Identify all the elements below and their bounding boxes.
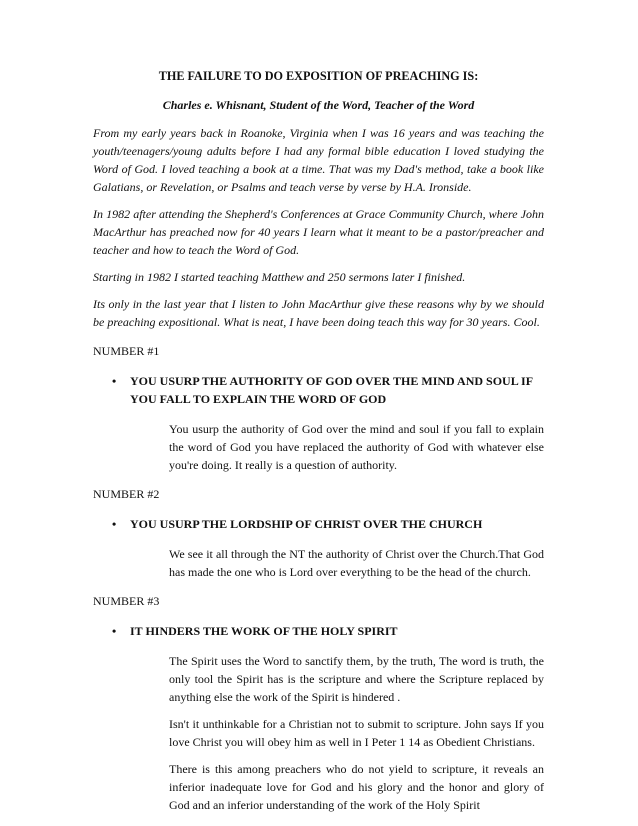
section-3 xyxy=(93,593,544,814)
section-paragraph: There is this among preachers who do not yield to scripture, it reveals an inferior inadequate love for God and his glory and the honor and glory of God and an inferior understanding of the work of the Holy Spirit xyxy=(169,762,544,812)
section-paragraph: Isn't it unthinkable for a Christian not to submit to scripture. John says If you love Christ you will obey him as well in I Peter 1 14 as Obedient Christians. xyxy=(169,717,544,749)
document-title: THE FAILURE TO DO EXPOSITION OF PREACHING IS: xyxy=(158,69,479,83)
bullet-icon: • xyxy=(112,517,117,531)
section-heading-text: YOU USURP THE LORDSHIP OF CHRIST OVER THE CHURCH xyxy=(130,517,483,531)
section-1 xyxy=(93,343,544,474)
section-2 xyxy=(93,486,544,581)
bullet-icon: • xyxy=(112,624,117,638)
section-paragraph: You usurp the authority of God over the mind and soul if you fall to explain the word of God you have replaced the authority of God with whatever else you're doing. It really is a question of authority. xyxy=(169,422,544,472)
intro-paragraph: In 1982 after attending the Shepherd's Conferences at Grace Community Church, where John MacArthur has preached now for 40 years I learn what it meant to be a pastor/preacher and teacher and how to teach the Word of God. xyxy=(93,207,544,257)
intro-paragraph: Its only in the last year that I listen to John MacArthur give these reasons why by we should be preaching expositional. What is neat, I have been doing teach this way for 30 years. Cool. xyxy=(93,297,544,329)
section-heading xyxy=(112,515,544,533)
author-byline: Charles e. Whisnant, Student of the Word, Teacher of the Word xyxy=(162,98,475,112)
section-number-label: NUMBER #3 xyxy=(93,594,160,608)
section-heading xyxy=(112,372,544,408)
bullet-icon: • xyxy=(112,374,117,388)
section-heading xyxy=(112,622,544,640)
intro-paragraph: From my early years back in Roanoke, Virginia when I was 16 years and was teaching the youth/teenagers/young adults before I had any formal bible education I loved studying the Word of God. I loved teaching a book at a time. That was my Dad's method, take a book like Galatians, or Revelation, or Psalms and teach verse by verse by H.A. Ironside. xyxy=(93,126,544,194)
intro-paragraph: Starting in 1982 I started teaching Matthew and 250 sermons later I finished. xyxy=(93,270,466,284)
section-heading-text: YOU USURP THE AUTHORITY OF GOD OVER THE MIND AND SOUL IF YOU FALL TO EXPLAIN THE WORD OF GOD xyxy=(130,374,533,406)
section-paragraph: The Spirit uses the Word to sanctify them, by the truth, The word is truth, the only tool the Spirit has is the scripture and where the Scripture replaced by anything else the work of the Spirit is hindered . xyxy=(169,654,544,704)
section-number-label: NUMBER #2 xyxy=(93,487,160,501)
section-number-label: NUMBER #1 xyxy=(93,344,160,358)
section-paragraph: We see it all through the NT the authority of Christ over the Church.That God has made the one who is Lord over everything to be the head of the church. xyxy=(169,547,544,579)
section-heading-text: IT HINDERS THE WORK OF THE HOLY SPIRIT xyxy=(130,624,398,638)
